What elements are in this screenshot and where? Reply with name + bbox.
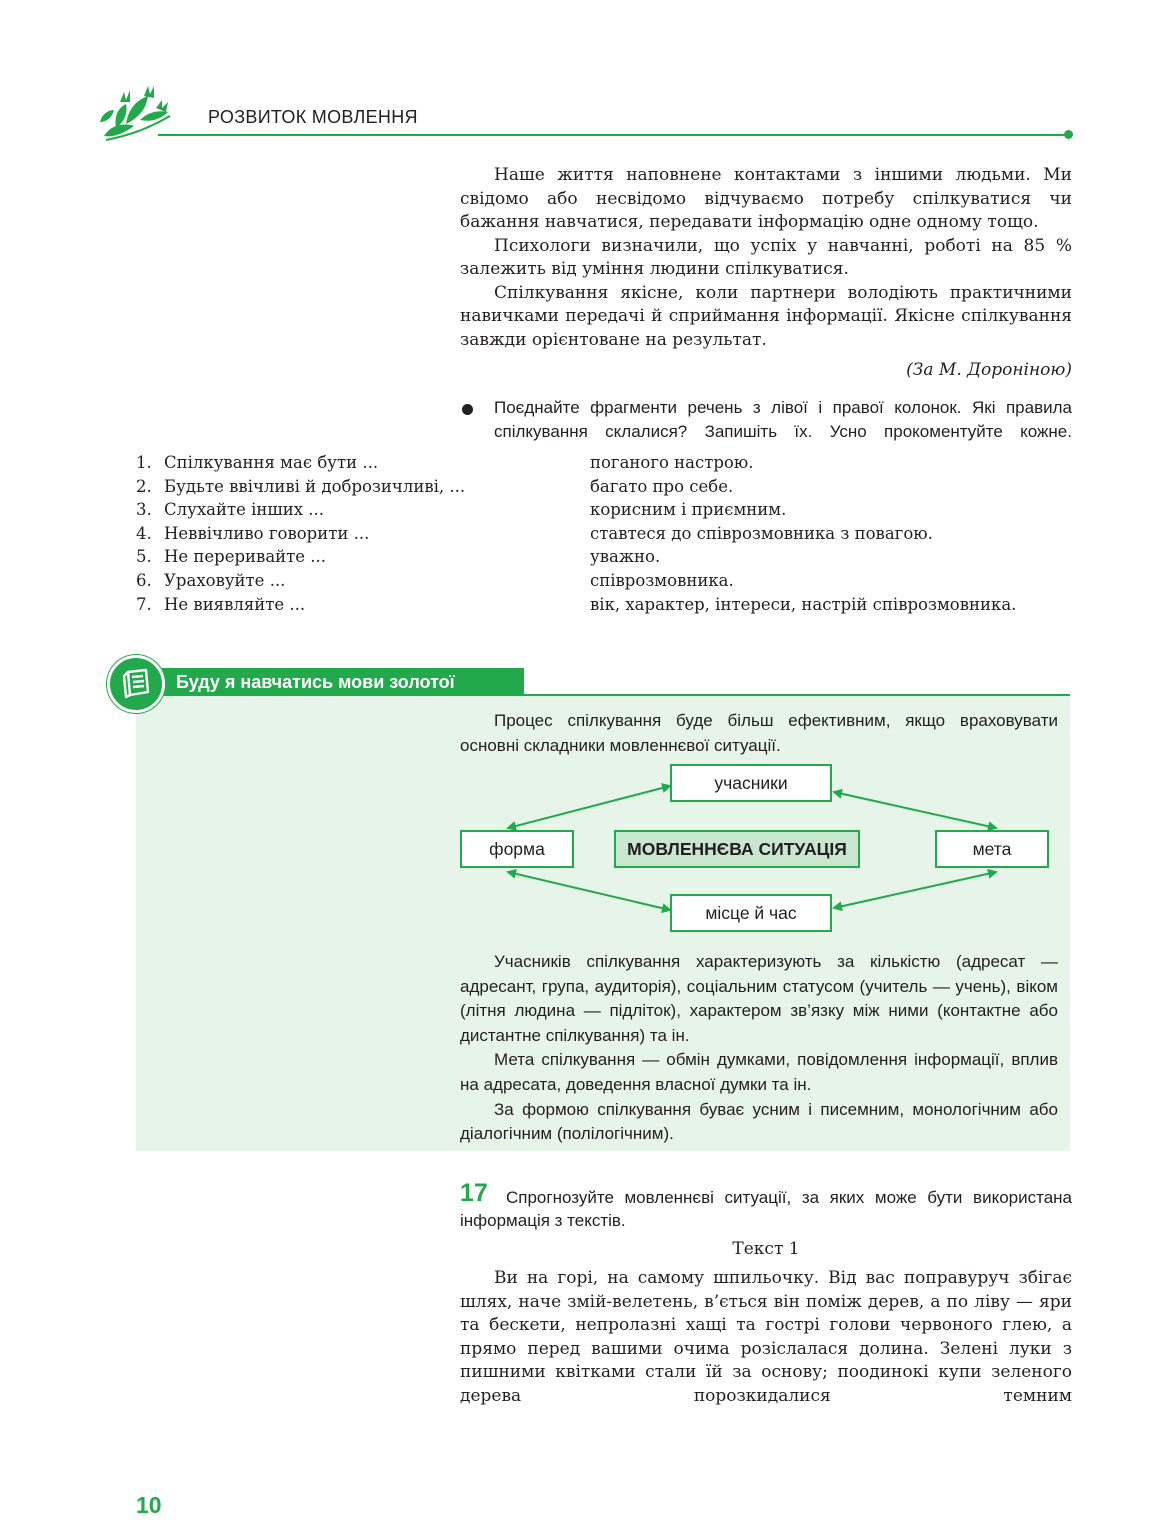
item-text: Будьте ввічливі й доброзичливі, ... — [164, 476, 466, 496]
item-text: Ураховуйте ... — [164, 570, 286, 590]
list-item: вік, характер, інтереси, настрій співрозмовника. — [590, 594, 1017, 614]
diagram-node-goal: мета — [935, 830, 1049, 868]
page-number: 10 — [136, 1492, 162, 1518]
list-item: багато про себе. — [590, 476, 734, 496]
exercise-number: 17 — [460, 1179, 488, 1207]
info-box-title: Буду я навчатись мови золотої — [176, 672, 455, 692]
item-number: 5. — [136, 547, 152, 567]
info-box-paragraph: За формою спілкування буває усним і писемним, монологічним або діалогічним (полілогічним). — [460, 1099, 1058, 1144]
section-title: РОЗВИТОК МОВЛЕННЯ — [208, 107, 418, 127]
diagram-node-place-time: місце й час — [670, 894, 832, 932]
item-text: Слухайте інших ... — [164, 500, 324, 520]
diagram-node-center: МОВЛЕННЄВА СИТУАЦІЯ — [614, 830, 860, 868]
source-paren-close: ) — [1065, 360, 1072, 380]
arrow-participants-goal — [834, 792, 996, 828]
info-box-intro-paragraph: Процес спілкування буде більш ефективним, якщо враховувати основні складники мовленнєвої ситуації. — [460, 711, 1058, 755]
intro-paragraph: Спілкування якісне, коли партнери володіють практичними навичками передачі й сприймання інформації. Якісне спілкування завжди орієнтоване на результат. — [460, 282, 1072, 350]
list-item: поганого настрою. — [590, 453, 754, 472]
item-number: 1. — [136, 453, 152, 472]
source-author: За М. Дороніною — [912, 360, 1066, 380]
text-body — [460, 1267, 1072, 1408]
info-box-paragraph: Мета спілкування — обмін думками, повідомлення інформації, вплив на адресата, доведення власної думки та ін. — [460, 1050, 1058, 1094]
item-number: 3. — [136, 500, 152, 520]
item-text: Неввічливо говорити ... — [164, 523, 370, 543]
diagram-node-form: форма — [460, 830, 574, 868]
item-text: Не виявляйте ... — [164, 594, 306, 614]
item-text: Не переривайте ... — [164, 547, 327, 567]
item-number: 4. — [136, 523, 152, 543]
text-title: Текст 1 — [732, 1239, 800, 1259]
source-paren-open: ( — [906, 360, 913, 380]
intro-paragraph: Психологи визначили, що успіх у навчанні, роботі на 85 % залежить від уміння людини спілкуватися. — [460, 235, 1072, 279]
diagram-node-participants: учасники — [670, 764, 832, 802]
arrow-form-participants — [508, 786, 670, 828]
item-number: 6. — [136, 570, 152, 590]
info-box-paragraph: Учасників спілкування характеризують за кількістю (адресат — адресант, група, аудиторія), соціальним статусом (учитель — учень), віком (літня людина — підліток), характером зв’язку між ними (контактне або дистантне спілкування) та ін. — [460, 952, 1058, 1045]
list-item: корисним і приємним. — [590, 500, 787, 520]
info-box-text — [460, 950, 1058, 1147]
list-item: уважно. — [590, 547, 661, 567]
task-instruction: Поєднайте фрагменти речень з лівої і правої колонок. Які правила спілкування склалися? Запишіть їх. Усно прокоментуйте кожне. — [494, 398, 1072, 441]
arrow-form-place — [508, 872, 670, 910]
exercise-instruction: Спрогнозуйте мовленнєві ситуації, за яких може бути використана інформація з текстів. — [460, 1188, 1072, 1230]
list-item: співрозмовника. — [590, 570, 734, 590]
list-item: ставтеся до співрозмовника з повагою. — [590, 523, 933, 543]
text-paragraph: Ви на горі, на самому шпильочку. Від вас поправуруч збігає шлях, наче змій-велетень, в’ється він поміж дерев, а по ліву — яри та бескети, непролазні хащі та гострі голови червоного глею, а прямо перед вашими очима розіслалася долина. Зелені луки з пишними квітками стали їй за основу; поодинокі купи зеленого дерева порозкидалися темним — [460, 1268, 1072, 1406]
intro-paragraph: Наше життя наповнене контактами з іншими людьми. Ми свідомо або несвідомо відчуваємо потребу спілкуватися чи бажання навчатися, передавати інформацію одне одному тощо. — [460, 165, 1072, 232]
item-text: Спілкування має бути ... — [164, 453, 379, 472]
item-number: 7. — [136, 594, 152, 614]
item-number: 2. — [136, 476, 152, 496]
arrow-place-goal — [834, 872, 996, 908]
